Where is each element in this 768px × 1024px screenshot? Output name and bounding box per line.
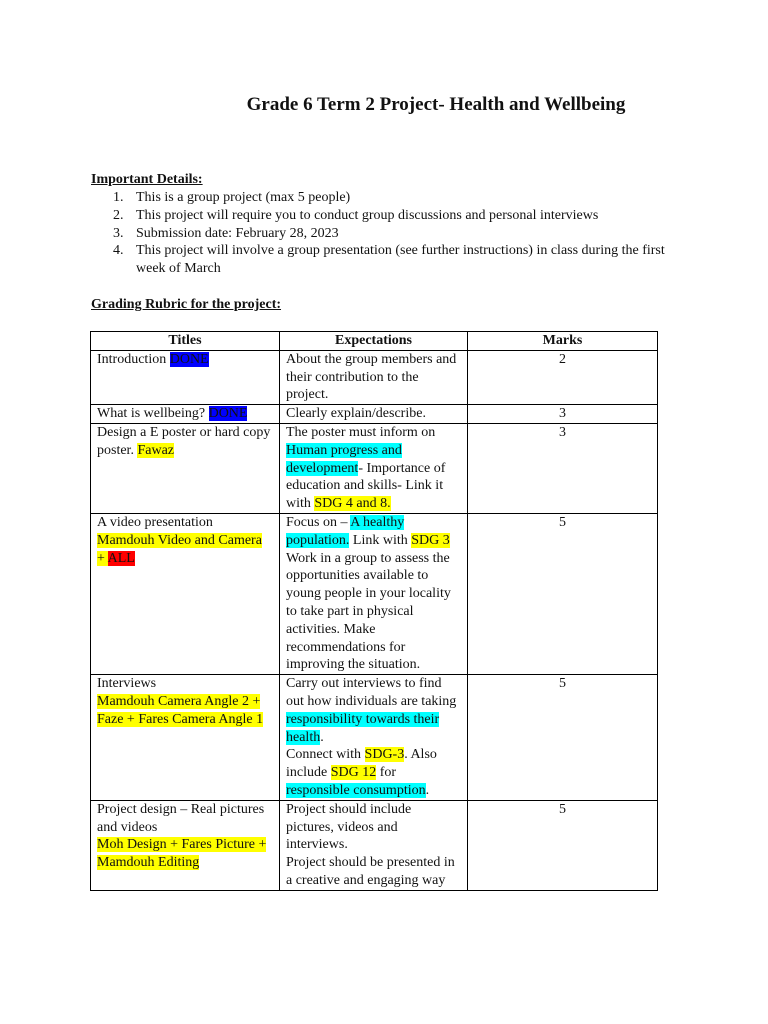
title-cell <box>91 513 280 674</box>
topic-highlight: responsible consumption <box>286 782 426 798</box>
table-header-row <box>91 332 658 351</box>
table-row <box>91 800 658 890</box>
status-highlight: DONE <box>208 406 248 422</box>
expectation-text: Focus on – <box>286 514 351 530</box>
expectation-text: Project should be presented in a creative and engaging way <box>286 855 455 888</box>
list-item <box>113 242 683 278</box>
topic-highlight: Human progress and development <box>286 442 402 476</box>
list-number: 2. <box>113 207 124 223</box>
sdg-highlight: SDG 4 and 8. <box>314 496 391 512</box>
table-row <box>91 350 658 404</box>
sdg-highlight: SDG 12 <box>330 765 377 781</box>
expectation-text: - Importance of education and skills- Link it with <box>286 460 446 512</box>
list-number: 4. <box>113 243 124 259</box>
list-text: This is a group project (max 5 people) <box>136 190 351 205</box>
expectation-text: Connect with <box>286 747 365 763</box>
marks-cell: 3 <box>468 423 658 513</box>
assignee-highlight: Mamdouh Video and Camera + <box>97 532 262 566</box>
table-row <box>91 513 658 674</box>
expectation-text: for <box>376 765 397 781</box>
title-text: Interviews <box>97 676 157 692</box>
list-text: Submission date: February 28, 2023 <box>136 225 339 241</box>
list-number: 1. <box>113 190 124 205</box>
marks-cell: 3 <box>468 405 658 424</box>
title-text: Introduction <box>97 351 170 367</box>
expectation-text: The poster must inform on <box>286 424 436 440</box>
list-number: 3. <box>113 225 124 241</box>
expectation-text: . <box>320 729 324 745</box>
table-row <box>91 423 658 513</box>
expectation-text: . Also include <box>286 747 437 781</box>
title-cell <box>91 423 280 513</box>
assignee-highlight: Moh Design + Fares Picture + Mamdouh Editing <box>97 837 267 871</box>
sdg-highlight: SDG-3 <box>364 747 405 763</box>
sdg-highlight: SDG 3 <box>411 532 450 548</box>
expectation-cell <box>280 513 468 674</box>
expectation-text: Carry out interviews to find out how individuals are taking <box>286 676 457 709</box>
title-cell <box>91 675 280 801</box>
list-item <box>113 207 683 225</box>
list-item <box>113 189 683 207</box>
rubric-heading: Grading Rubric for the project: <box>91 297 282 312</box>
title-cell <box>91 405 280 424</box>
important-details-heading: Important Details: <box>91 172 203 187</box>
expectation-text: . <box>425 782 430 798</box>
expectation-cell <box>280 350 468 404</box>
marks-cell: 2 <box>468 350 658 404</box>
column-header-expectations: Expectations <box>280 332 468 351</box>
expectation-cell <box>280 800 468 890</box>
expectation-text: Clearly explain/describe. <box>286 406 426 422</box>
title-text: Project design – Real pictures and videos <box>97 801 265 835</box>
topic-highlight: responsibility towards their health <box>286 711 440 745</box>
title-cell <box>91 800 280 890</box>
title-cell <box>91 350 280 404</box>
expectation-text: About the group members and their contribution to the project. <box>286 351 457 403</box>
column-header-titles: Titles <box>91 332 280 351</box>
column-header-marks: Marks <box>468 332 658 351</box>
assignee-highlight: Mamdouh Camera Angle 2 + Faze + Fares Camera Angle 1 <box>97 693 264 727</box>
assignee-highlight: Fawaz <box>137 442 174 458</box>
expectation-text: Project should include pictures, videos and interviews. <box>286 801 412 853</box>
expectation-cell <box>280 675 468 801</box>
document-title: Grade 6 Term 2 Project- Health and Wellbeing <box>246 94 626 115</box>
expectation-cell <box>280 405 468 424</box>
expectation-text: Link with <box>349 532 412 548</box>
list-text: This project will involve a group presentation (see further instructions) in class during the first week of March <box>136 243 665 277</box>
expectation-cell <box>280 423 468 513</box>
marks-cell: 5 <box>468 513 658 674</box>
title-text: Design a E poster or hard copy poster. <box>97 424 271 458</box>
marks-cell: 5 <box>468 800 658 890</box>
assignee-highlight-all: ALL <box>107 550 135 566</box>
marks-cell: 5 <box>468 675 658 801</box>
title-text: What is wellbeing? <box>97 406 209 422</box>
details-list <box>113 189 683 278</box>
topic-highlight: A healthy population. <box>286 514 405 548</box>
status-highlight: DONE <box>169 351 209 367</box>
grading-rubric-table <box>90 331 658 891</box>
list-text: This project will require you to conduct group discussions and personal interviews <box>136 207 599 223</box>
list-item <box>113 225 683 243</box>
expectation-text: Work in a group to assess the opportunities available to young people in your locality to take part in physical activities. Make recommendations for improving the situation. <box>286 550 451 673</box>
table-row <box>91 405 658 424</box>
title-text: A video presentation <box>97 514 213 530</box>
table-row <box>91 675 658 801</box>
